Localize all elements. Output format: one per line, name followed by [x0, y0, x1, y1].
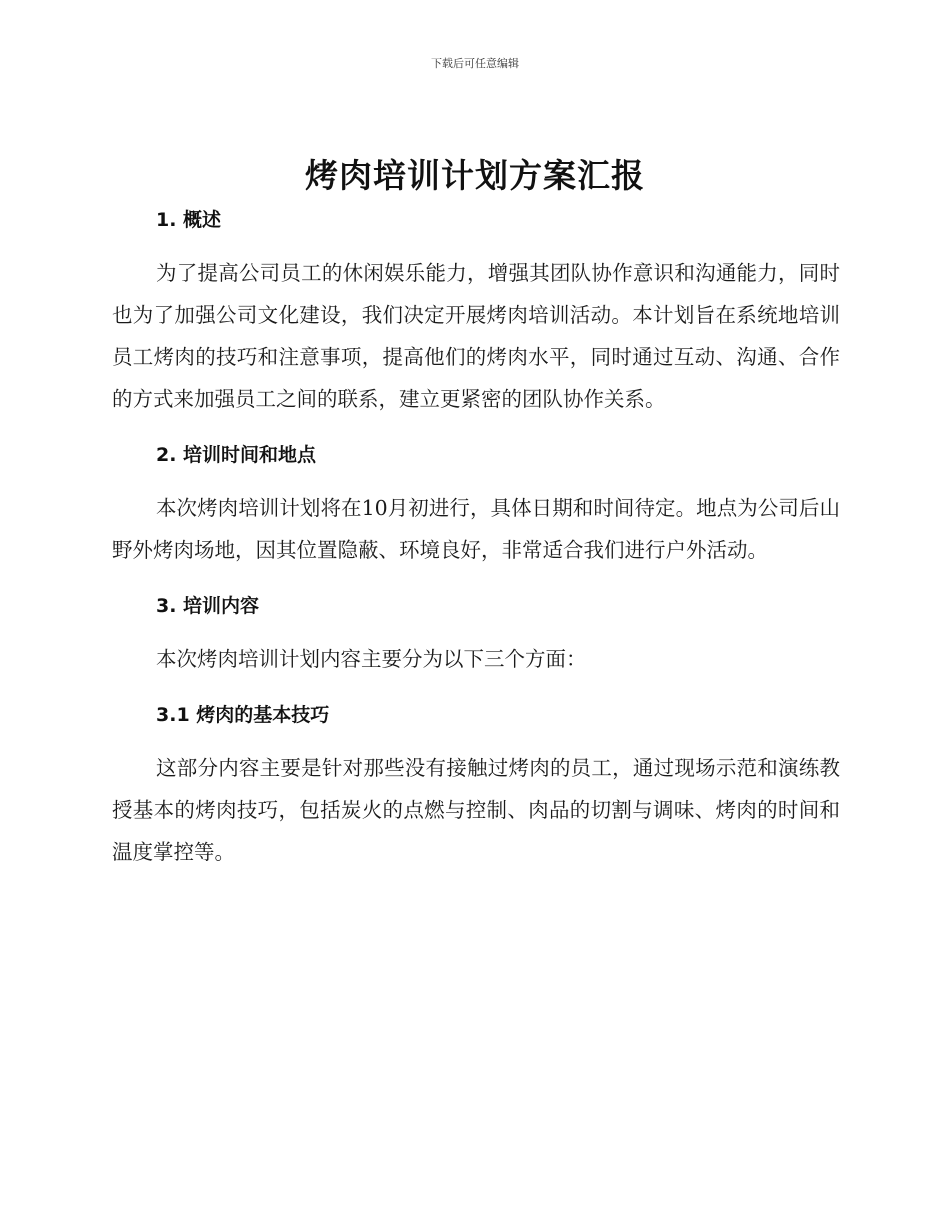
document-body [112, 205, 840, 873]
section-paragraph: 为了提高公司员工的休闲娱乐能力，增强其团队协作意识和沟通能力，同时也为了加强公司文化建设，我们决定开展烤肉培训活动。本计划旨在系统地培训员工烤肉的技巧和注意事项，提高他们的烤肉水平，同时通过互动、沟通、合作的方式来加强员工之间的联系，建立更紧密的团队协作关系。 [112, 261, 840, 411]
section-heading: 3.1 烤肉的基本技巧 [156, 704, 330, 726]
section-training-content [112, 591, 840, 700]
section-paragraph: 本次烤肉培训计划内容主要分为以下三个方面： [156, 647, 587, 671]
header-note: 下载后可任意编辑 [431, 57, 519, 70]
section-overview [112, 205, 840, 440]
section-paragraph: 本次烤肉培训计划将在10月初进行，具体日期和时间待定。地点为公司后山野外烤肉场地，因其位置隐蔽、环境良好，非常适合我们进行户外活动。 [112, 496, 840, 562]
section-paragraph: 这部分内容主要是针对那些没有接触过烤肉的员工，通过现场示范和演练教授基本的烤肉技巧，包括炭火的点燃与控制、肉品的切割与调味、烤肉的时间和温度掌控等。 [112, 756, 840, 864]
section-basic-skills [112, 700, 840, 873]
section-heading: 2. 培训时间和地点 [156, 444, 317, 466]
section-heading: 3. 培训内容 [156, 595, 260, 617]
section-heading: 1. 概述 [156, 209, 222, 231]
section-time-location [112, 440, 840, 591]
document-title: 烤肉培训计划方案汇报 [305, 156, 645, 195]
